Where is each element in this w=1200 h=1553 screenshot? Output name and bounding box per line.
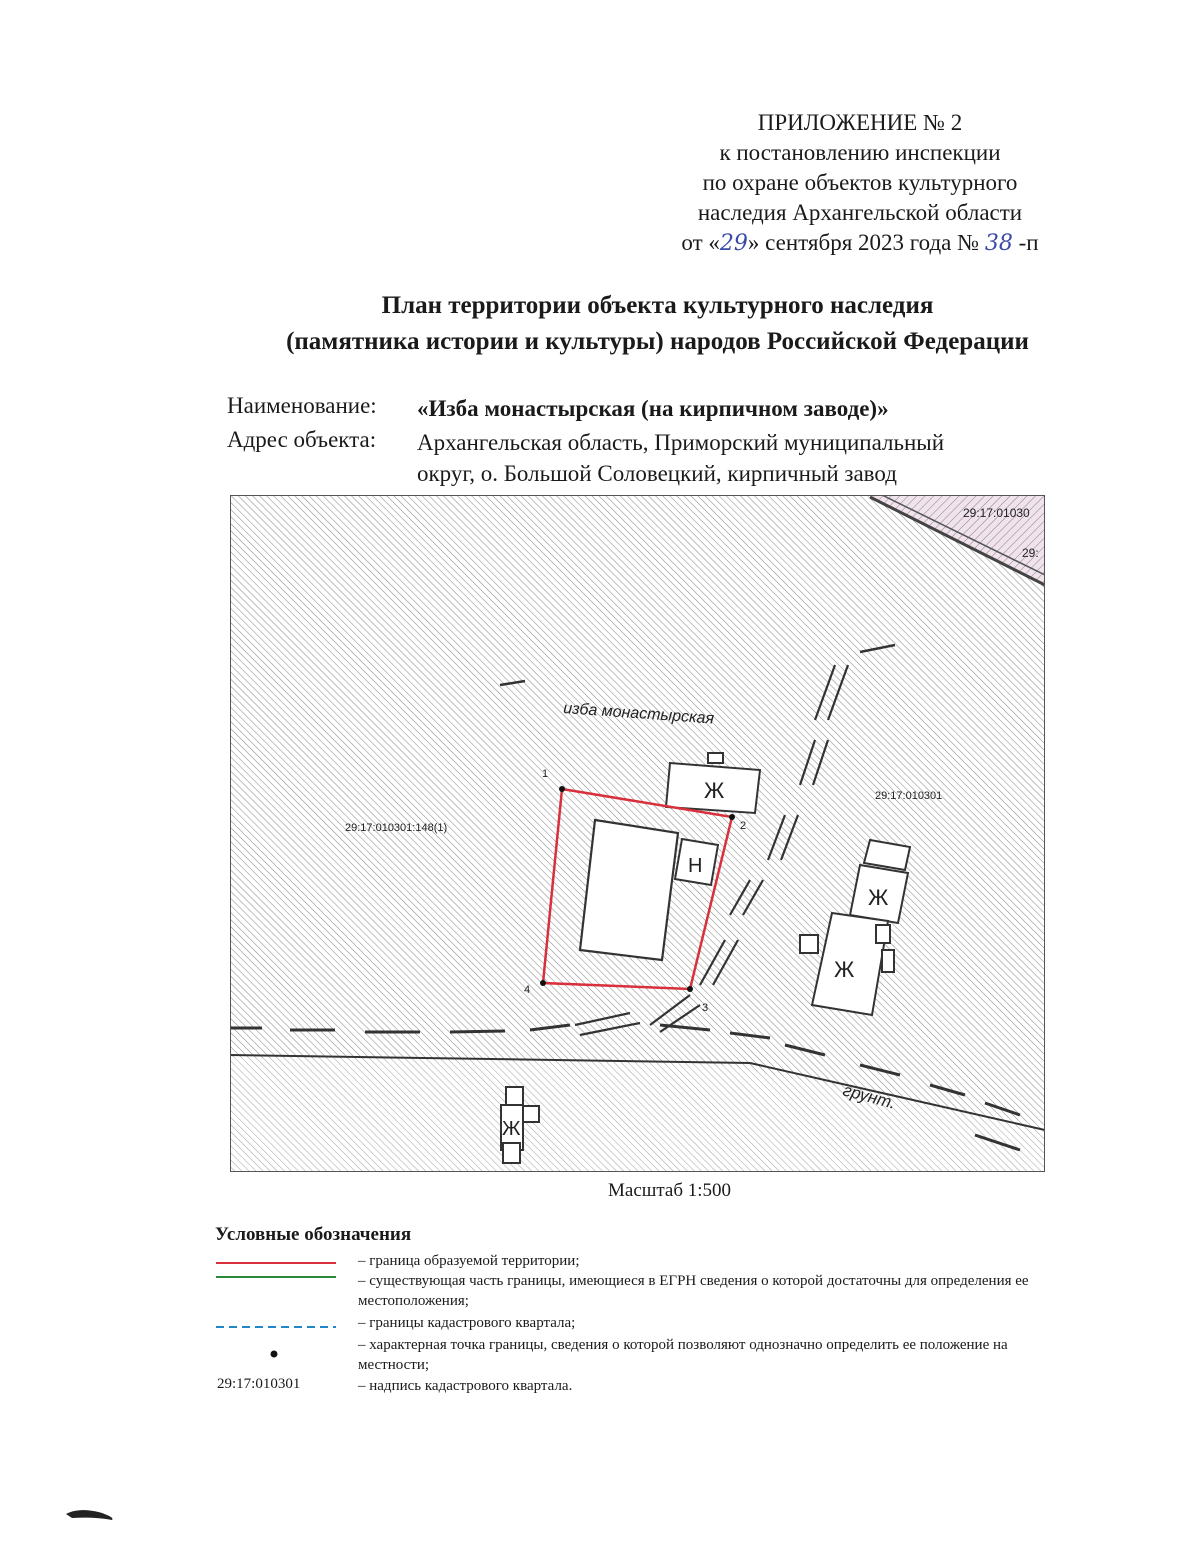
appendix-header [640,108,1080,259]
legend-quarter-line [214,1322,339,1332]
map-svg [230,495,1045,1172]
residential-mark-top: Ж [704,778,725,803]
main-building [580,820,678,960]
legend-point-symbol [268,1348,280,1360]
name-label: Наименование: [227,393,377,418]
residential-mark-right-1: Ж [868,885,889,910]
legend-boundary-line [214,1258,339,1268]
legend-item-4: – характерная точка границы, сведения о которой позволяют однозначно определить ее положение на местности; [358,1337,1008,1373]
address-label: Адрес объекта: [227,427,377,452]
road-label: грунт. [840,1080,898,1113]
date-day-handwritten: 29 [719,231,748,256]
residential-mark-bottom: Ж [502,1118,521,1140]
plan-title [150,288,1165,360]
appendix-number: ПРИЛОЖЕНИЕ № 2 [757,110,963,135]
point-label-4: 4 [524,984,531,996]
address-line-2: округ, о. Большой Соловецкий, кирпичный завод [417,461,897,486]
parcel-label: 29:17:010301:148(1) [345,822,448,834]
date-prefix: от « [681,230,720,255]
scan-smudge [62,1504,122,1524]
nonresidential-mark: Н [688,855,703,877]
building-label: изба монастырская [562,700,715,728]
doc-number-handwritten: 38 [984,231,1013,256]
name-value: «Изба монастырская (на кирпичном заводе)» [417,396,889,421]
address-value [417,427,944,489]
corner-label-top: 29:17:01030 [963,506,1030,520]
legend-code-sample: 29:17:010301 [217,1376,301,1392]
date-middle: » сентября 2023 года № [747,230,980,255]
plan-title-line-1: План территории объекта культурного наследия [381,292,934,319]
appendix-date-line [640,228,1080,259]
map-scale: Масштаб 1:500 [608,1180,732,1201]
doc-suffix: -п [1018,230,1039,255]
point-label-3: 3 [702,1002,709,1014]
legend-existing-line [214,1272,339,1282]
plan-title-line-2: (памятника истории и культуры) народов Российской Федерации [286,328,1029,355]
point-label-2: 2 [740,820,747,832]
legend-item-1: – граница образуемой территории; [358,1253,580,1269]
legend-item-3: – границы кадастрового квартала; [358,1315,576,1331]
appendix-line-1: к постановлению инспекции [719,140,1001,165]
corner-label-small: 29: [1022,546,1039,560]
nonresidential-building [675,839,718,885]
residential-mark-right-2: Ж [834,957,855,982]
legend-title: Условные обозначения [215,1224,412,1245]
quarter-label: 29:17:010301 [875,790,943,802]
point-label-1: 1 [542,768,549,780]
legend-item-2: – существующая часть границы, имеющиеся в ЕГРН сведения о которой достаточны для определения ее местоположения; [358,1273,1029,1309]
territory-map [230,495,1045,1172]
appendix-line-2: по охране объектов культурного [702,170,1018,195]
address-line-1: Архангельская область, Приморский муниципальный [417,430,945,455]
legend-item-5: – надпись кадастрового квартала. [358,1378,573,1394]
appendix-line-3: наследия Архангельской области [697,200,1023,225]
